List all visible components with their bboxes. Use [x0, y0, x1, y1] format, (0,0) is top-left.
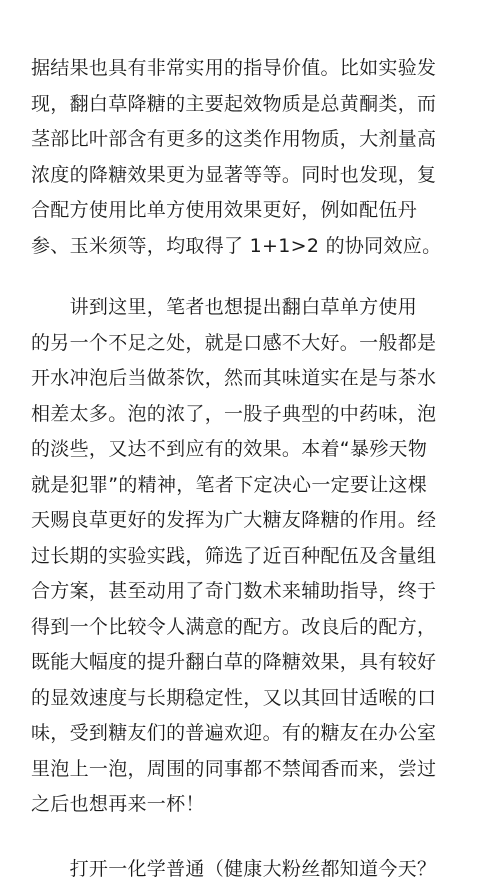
text-line: 讲到这里，笔者也想提出翻白草单方使用 [31, 296, 418, 318]
text-line: 的另一个不足之处，就是口感不大好。一般都是 [31, 331, 437, 354]
text-line: 既能大幅度的提升翻白草的降糖效果，具有较好 [31, 651, 437, 673]
article-paragraph-2 [31, 290, 471, 823]
text-line: 合配方使用比单方使用效果更好，例如配伍丹 [31, 199, 418, 221]
article-paragraph-1 [31, 51, 471, 264]
text-line: 相差太多。泡的浓了，一股子典型的中药味，泡 [31, 402, 437, 425]
text-line-partial: 打开一化学普通（健康大粉丝都知道今天？ [31, 858, 437, 880]
article-paragraph-3 [31, 852, 471, 888]
text-line: 现，翻白草降糖的主要起效物质是总黄酮类，而 [31, 92, 437, 115]
text-line: 参、玉米须等，均取得了 1+1>2 的协同效应。 [31, 234, 442, 257]
text-line: 过长期的实验实践，筛选了近百种配伍及含量组 [31, 544, 437, 567]
text-line: 开水冲泡后当做茶饮，然而其味道实在是与茶水 [31, 367, 437, 389]
text-line: 据结果也具有非常实用的指导价值。比如实验发 [31, 57, 437, 79]
text-line: 合方案，甚至动用了奇门数术来辅助指导，终于 [31, 580, 437, 602]
text-line: 的淡些，又达不到应有的效果。本着“暴殄天物 [31, 438, 428, 460]
text-line: 茎部比叶部含有更多的这类作用物质，大剂量高 [31, 128, 437, 150]
text-line: 味，受到糖友们的普遍欢迎。有的糖友在办公室 [31, 722, 437, 744]
text-line: 里泡上一泡，周围的同事都不禁闻香而来，尝过 [31, 757, 437, 780]
text-line: 的显效速度与长期稳定性，又以其回甘适喉的口 [31, 686, 437, 709]
text-line: 就是犯罪”的精神，笔者下定决心一定要让这棵 [31, 473, 428, 496]
text-line: 之后也想再来一杯！ [31, 793, 205, 815]
text-line: 天赐良草更好的发挥为广大糖友降糖的作用。经 [31, 509, 437, 531]
text-line: 得到一个比较令人满意的配方。改良后的配方， [31, 615, 437, 638]
text-line: 浓度的降糖效果更为显著等等。同时也发现，复 [31, 163, 437, 186]
